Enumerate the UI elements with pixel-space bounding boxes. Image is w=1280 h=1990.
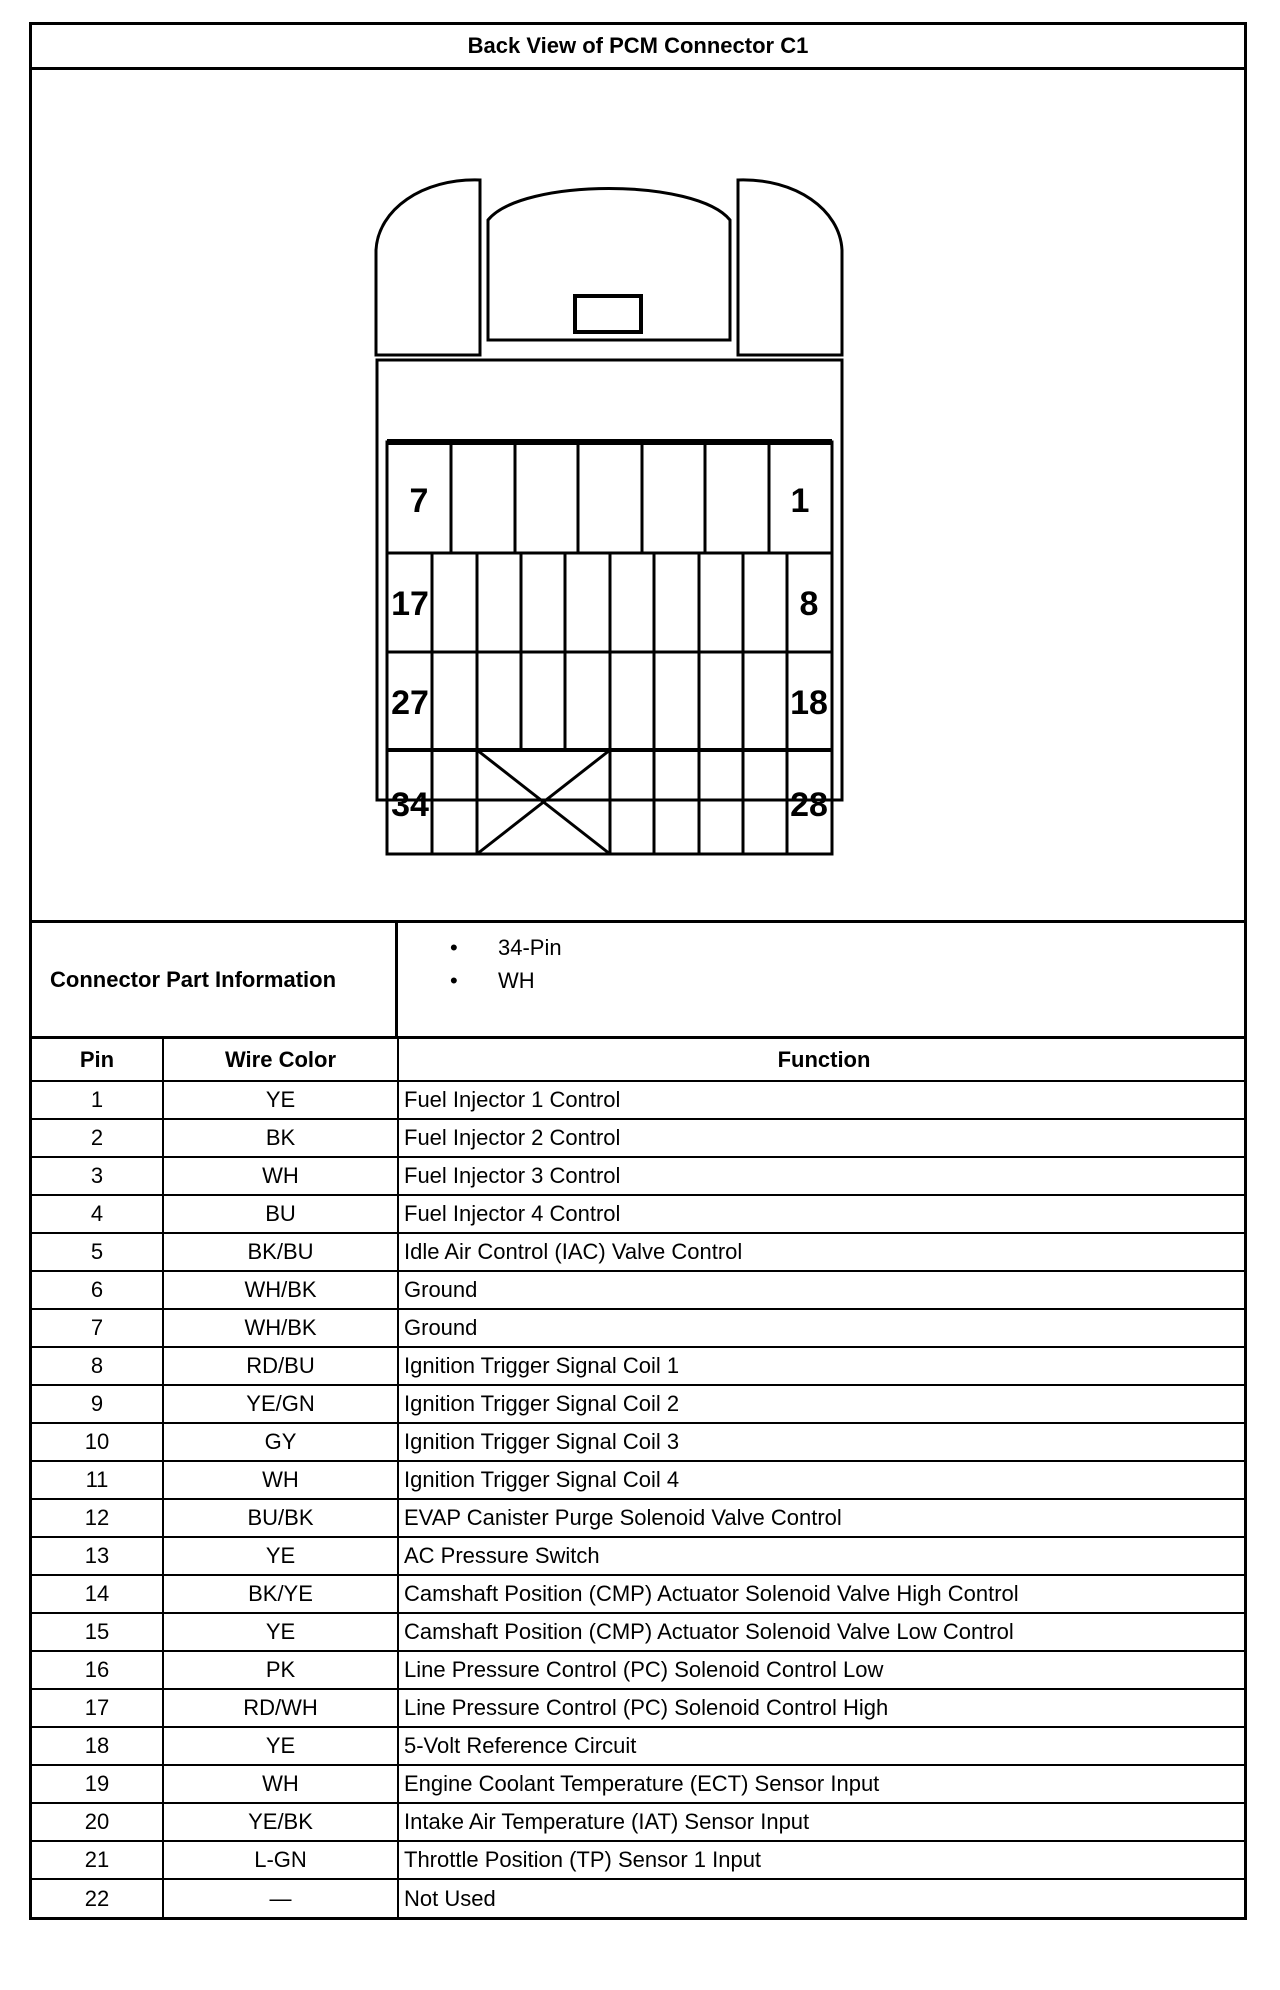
table-row <box>32 1499 1244 1537</box>
function-cell: AC Pressure Switch <box>398 1537 1244 1575</box>
table-row <box>32 1803 1244 1841</box>
pin-cell: 3 <box>32 1157 163 1195</box>
part-info-item: • WH <box>398 964 1244 997</box>
pin-cell: 18 <box>32 1727 163 1765</box>
table-row <box>32 1841 1244 1879</box>
pin-cell: 1 <box>32 1081 163 1119</box>
wire-color-cell: YE/GN <box>163 1385 398 1423</box>
pin-label-34: 34 <box>391 786 429 824</box>
part-info-label: Connector Part Information <box>32 923 398 1036</box>
connector-sheet <box>29 22 1247 1920</box>
wire-color-cell: WH <box>163 1765 398 1803</box>
function-cell: Camshaft Position (CMP) Actuator Solenoid Valve High Control <box>398 1575 1244 1613</box>
wire-color-cell: PK <box>163 1651 398 1689</box>
pin-label-17: 17 <box>391 585 429 623</box>
pin-cell: 21 <box>32 1841 163 1879</box>
pin-cell: 6 <box>32 1271 163 1309</box>
wire-color-cell: — <box>163 1879 398 1917</box>
connector-right-ear <box>738 180 842 355</box>
connector-latch <box>488 189 730 341</box>
pin-cell: 22 <box>32 1879 163 1917</box>
function-cell: Ground <box>398 1271 1244 1309</box>
function-cell: Line Pressure Control (PC) Solenoid Control High <box>398 1689 1244 1727</box>
pin-label-8: 8 <box>799 585 819 623</box>
pin-cell: 12 <box>32 1499 163 1537</box>
wire-color-cell: WH/BK <box>163 1271 398 1309</box>
pin-cell: 5 <box>32 1233 163 1271</box>
pin-label-28: 28 <box>790 786 828 824</box>
pin-cell: 11 <box>32 1461 163 1499</box>
wire-color-cell: BK <box>163 1119 398 1157</box>
table-row <box>32 1195 1244 1233</box>
wire-color-cell: RD/WH <box>163 1689 398 1727</box>
header-function: Function <box>398 1039 1244 1081</box>
table-row <box>32 1613 1244 1651</box>
function-cell: Camshaft Position (CMP) Actuator Solenoid Valve Low Control <box>398 1613 1244 1651</box>
wire-color-cell: BK/BU <box>163 1233 398 1271</box>
function-cell: 5-Volt Reference Circuit <box>398 1727 1244 1765</box>
pin-label-27: 27 <box>391 684 429 722</box>
table-row <box>32 1347 1244 1385</box>
table-row <box>32 1461 1244 1499</box>
wire-color-cell: BK/YE <box>163 1575 398 1613</box>
function-cell: EVAP Canister Purge Solenoid Valve Control <box>398 1499 1244 1537</box>
pin-cell: 16 <box>32 1651 163 1689</box>
connector-diagram <box>32 70 1244 923</box>
function-cell: Throttle Position (TP) Sensor 1 Input <box>398 1841 1244 1879</box>
table-row <box>32 1309 1244 1347</box>
wire-color-cell: WH <box>163 1157 398 1195</box>
table-row <box>32 1651 1244 1689</box>
function-cell: Fuel Injector 2 Control <box>398 1119 1244 1157</box>
wire-color-cell: YE <box>163 1613 398 1651</box>
part-info-item: • 34-Pin <box>398 931 1244 964</box>
wire-color-cell: YE <box>163 1081 398 1119</box>
table-row <box>32 1157 1244 1195</box>
header-pin: Pin <box>32 1039 163 1081</box>
part-info-list <box>398 923 1244 1036</box>
table-row <box>32 1689 1244 1727</box>
table-row <box>32 1575 1244 1613</box>
wire-color-cell: YE/BK <box>163 1803 398 1841</box>
function-cell: Ignition Trigger Signal Coil 2 <box>398 1385 1244 1423</box>
pin-label-18: 18 <box>790 684 828 722</box>
pin-cell: 14 <box>32 1575 163 1613</box>
pin-table <box>32 1039 1244 1917</box>
function-cell: Ignition Trigger Signal Coil 1 <box>398 1347 1244 1385</box>
function-cell: Ignition Trigger Signal Coil 4 <box>398 1461 1244 1499</box>
function-cell: Not Used <box>398 1879 1244 1917</box>
wire-color-cell: WH <box>163 1461 398 1499</box>
function-cell: Ignition Trigger Signal Coil 3 <box>398 1423 1244 1461</box>
wire-color-cell: L-GN <box>163 1841 398 1879</box>
pin-cell: 2 <box>32 1119 163 1157</box>
function-cell: Line Pressure Control (PC) Solenoid Control Low <box>398 1651 1244 1689</box>
pin-table-header <box>32 1039 1244 1081</box>
wire-color-cell: YE <box>163 1537 398 1575</box>
connector-part-info <box>32 923 1244 1039</box>
pin-cell: 8 <box>32 1347 163 1385</box>
table-row <box>32 1119 1244 1157</box>
function-cell: Ground <box>398 1309 1244 1347</box>
latch-key-slot <box>575 296 641 332</box>
table-row <box>32 1385 1244 1423</box>
function-cell: Engine Coolant Temperature (ECT) Sensor Input <box>398 1765 1244 1803</box>
pin-cell: 4 <box>32 1195 163 1233</box>
wire-color-cell: GY <box>163 1423 398 1461</box>
pin-cell: 7 <box>32 1309 163 1347</box>
wire-color-cell: BU <box>163 1195 398 1233</box>
pin-cell: 15 <box>32 1613 163 1651</box>
table-row <box>32 1081 1244 1119</box>
table-row <box>32 1233 1244 1271</box>
function-cell: Fuel Injector 4 Control <box>398 1195 1244 1233</box>
function-cell: Fuel Injector 1 Control <box>398 1081 1244 1119</box>
pin-cell: 10 <box>32 1423 163 1461</box>
wire-color-cell: YE <box>163 1727 398 1765</box>
function-cell: Intake Air Temperature (IAT) Sensor Input <box>398 1803 1244 1841</box>
function-cell: Idle Air Control (IAC) Valve Control <box>398 1233 1244 1271</box>
table-row <box>32 1537 1244 1575</box>
table-row <box>32 1765 1244 1803</box>
pin-label-7: 7 <box>409 482 429 520</box>
table-row <box>32 1423 1244 1461</box>
header-wire-color: Wire Color <box>163 1039 398 1081</box>
function-cell: Fuel Injector 3 Control <box>398 1157 1244 1195</box>
pin-cell: 9 <box>32 1385 163 1423</box>
page-title: Back View of PCM Connector C1 <box>32 25 1244 70</box>
wire-color-cell: RD/BU <box>163 1347 398 1385</box>
pin-cell: 17 <box>32 1689 163 1727</box>
connector-left-ear <box>376 180 480 355</box>
pin-cell: 13 <box>32 1537 163 1575</box>
table-row <box>32 1879 1244 1917</box>
pin-cell: 19 <box>32 1765 163 1803</box>
pin-cell: 20 <box>32 1803 163 1841</box>
table-row <box>32 1727 1244 1765</box>
connector-outline <box>32 70 1244 920</box>
wire-color-cell: WH/BK <box>163 1309 398 1347</box>
table-row <box>32 1271 1244 1309</box>
pin-label-1: 1 <box>790 482 810 520</box>
wire-color-cell: BU/BK <box>163 1499 398 1537</box>
